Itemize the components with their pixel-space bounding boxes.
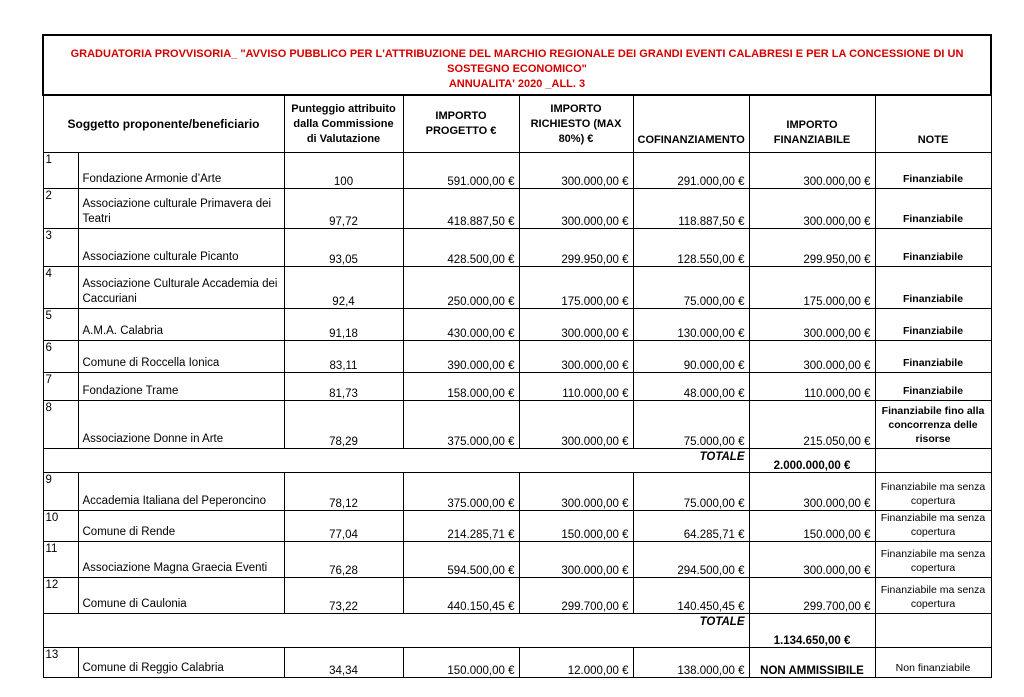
empty-cell (875, 614, 991, 648)
row-number: 10 (43, 511, 78, 542)
importo-finanziabile-cell: 110.000,00 € (749, 373, 875, 401)
header-importo-progetto: IMPORTO PROGETTO € (403, 95, 519, 153)
score-cell: 92,4 (284, 267, 403, 309)
score-cell: 78,12 (284, 473, 403, 511)
importo-progetto-cell: 390.000,00 € (403, 341, 519, 373)
row-number: 7 (43, 373, 78, 401)
importo-progetto-cell: 428.500,00 € (403, 229, 519, 267)
table-row (43, 542, 991, 578)
table-row (43, 648, 991, 678)
importo-finanziabile-cell: 299.700,00 € (749, 578, 875, 614)
total-value: 2.000.000,00 € (749, 449, 875, 473)
row-number: 6 (43, 341, 78, 373)
total-row (43, 614, 991, 648)
score-cell: 81,73 (284, 373, 403, 401)
importo-finanziabile-cell: 300.000,00 € (749, 153, 875, 189)
beneficiary-name: Comune di Roccella Ionica (78, 341, 284, 373)
importo-finanziabile-cell: 300.000,00 € (749, 473, 875, 511)
beneficiary-name: Fondazione Armonie d’Arte (78, 153, 284, 189)
header-punteggio: Punteggio attribuito dalla Commissione di Valutazione (284, 95, 403, 153)
beneficiary-name: Associazione Magna Graecia Eventi (78, 542, 284, 578)
title-line-1: GRADUATORIA PROVVISORIA_ "AVVISO PUBBLICO PER L'ATTRIBUZIONE DEL MARCHIO REGIONALE DEI GRANDI EVENTI CALABRESI E PER LA CONCESSIONE DI UN SOSTEGNO ECONOMICO" (70, 48, 964, 75)
importo-finanziabile-cell: 175.000,00 € (749, 267, 875, 309)
importo-progetto-cell: 214.285,71 € (403, 511, 519, 542)
table-row (43, 267, 991, 309)
row-number: 11 (43, 542, 78, 578)
importo-finanziabile-cell: 300.000,00 € (749, 189, 875, 229)
importo-progetto-cell: 440.150,45 € (403, 578, 519, 614)
importo-finanziabile-cell: 215.050,00 € (749, 401, 875, 449)
score-cell: 91,18 (284, 309, 403, 341)
importo-progetto-cell: 418.887,50 € (403, 189, 519, 229)
score-cell: 93,05 (284, 229, 403, 267)
score-cell: 83,11 (284, 341, 403, 373)
note-cell: Finanziabile (875, 309, 991, 341)
importo-progetto-cell: 250.000,00 € (403, 267, 519, 309)
total-label: TOTALE (43, 449, 749, 473)
cofinanziamento-cell: 140.450,45 € (633, 578, 749, 614)
cofinanziamento-cell: 75.000,00 € (633, 267, 749, 309)
beneficiary-name: Associazione Culturale Accademia dei Caccuriani (78, 267, 284, 309)
beneficiary-name: Associazione Donne in Arte (78, 401, 284, 449)
note-cell: Finanziabile ma senza copertura (875, 578, 991, 614)
importo-finanziabile-cell: 300.000,00 € (749, 542, 875, 578)
table-row (43, 511, 991, 542)
header-row (43, 95, 991, 153)
score-cell: 34,34 (284, 648, 403, 678)
score-cell: 77,04 (284, 511, 403, 542)
table-row (43, 341, 991, 373)
beneficiary-name: Comune di Rende (78, 511, 284, 542)
importo-progetto-cell: 158.000,00 € (403, 373, 519, 401)
row-number: 1 (43, 153, 78, 189)
importo-finanziabile-cell: 150.000,00 € (749, 511, 875, 542)
header-cofinanziamento: COFINANZIAMENTO (633, 95, 749, 153)
importo-finanziabile-cell: NON AMMISSIBILE (749, 648, 875, 678)
title-line-2: ANNUALITA' 2020 _ALL. 3 (448, 78, 586, 90)
beneficiary-name: Associazione culturale Picanto (78, 229, 284, 267)
cofinanziamento-cell: 294.500,00 € (633, 542, 749, 578)
row-number: 12 (43, 578, 78, 614)
total-label: TOTALE (43, 614, 749, 648)
table-row (43, 473, 991, 511)
beneficiary-name: Comune di Reggio Calabria (78, 648, 284, 678)
cofinanziamento-cell: 75.000,00 € (633, 401, 749, 449)
importo-richiesto-cell: 299.700,00 € (519, 578, 633, 614)
importo-progetto-cell: 375.000,00 € (403, 401, 519, 449)
importo-progetto-cell: 430.000,00 € (403, 309, 519, 341)
cofinanziamento-cell: 90.000,00 € (633, 341, 749, 373)
cofinanziamento-cell: 118.887,50 € (633, 189, 749, 229)
importo-finanziabile-cell: 300.000,00 € (749, 309, 875, 341)
note-cell: Finanziabile ma senza copertura (875, 511, 991, 542)
importo-finanziabile-cell: 300.000,00 € (749, 341, 875, 373)
importo-finanziabile-cell: 299.950,00 € (749, 229, 875, 267)
note-cell: Finanziabile (875, 373, 991, 401)
header-soggetto: Soggetto proponente/beneficiario (43, 95, 284, 153)
table-row (43, 309, 991, 341)
cofinanziamento-cell: 75.000,00 € (633, 473, 749, 511)
row-number: 3 (43, 229, 78, 267)
importo-richiesto-cell: 300.000,00 € (519, 542, 633, 578)
cofinanziamento-cell: 48.000,00 € (633, 373, 749, 401)
beneficiary-name: Accademia Italiana del Peperoncino (78, 473, 284, 511)
importo-richiesto-cell: 12.000,00 € (519, 648, 633, 678)
row-number: 5 (43, 309, 78, 341)
table-row (43, 229, 991, 267)
score-cell: 78,29 (284, 401, 403, 449)
total-row (43, 449, 991, 473)
ranking-document (42, 34, 990, 678)
empty-cell (875, 449, 991, 473)
importo-richiesto-cell: 299.950,00 € (519, 229, 633, 267)
row-number: 2 (43, 189, 78, 229)
table-row (43, 189, 991, 229)
score-cell: 97,72 (284, 189, 403, 229)
table-row (43, 578, 991, 614)
cofinanziamento-cell: 64.285,71 € (633, 511, 749, 542)
note-cell: Finanziabile (875, 267, 991, 309)
row-number: 8 (43, 401, 78, 449)
note-cell: Finanziabile ma senza copertura (875, 473, 991, 511)
importo-richiesto-cell: 150.000,00 € (519, 511, 633, 542)
score-cell: 73,22 (284, 578, 403, 614)
note-cell: Finanziabile (875, 341, 991, 373)
ranking-table (42, 34, 992, 678)
cofinanziamento-cell: 128.550,00 € (633, 229, 749, 267)
note-cell: Finanziabile ma senza copertura (875, 542, 991, 578)
importo-richiesto-cell: 300.000,00 € (519, 473, 633, 511)
importo-richiesto-cell: 300.000,00 € (519, 401, 633, 449)
title-row (43, 35, 991, 95)
note-cell: Finanziabile (875, 153, 991, 189)
importo-progetto-cell: 594.500,00 € (403, 542, 519, 578)
header-note: NOTE (875, 95, 991, 153)
beneficiary-name: Associazione culturale Primavera dei Teatri (78, 189, 284, 229)
importo-richiesto-cell: 110.000,00 € (519, 373, 633, 401)
row-number: 9 (43, 473, 78, 511)
note-cell: Finanziabile fino alla concorrenza delle risorse (875, 401, 991, 449)
row-number: 13 (43, 648, 78, 678)
note-cell: Non finanziabile (875, 648, 991, 678)
beneficiary-name: Fondazione Trame (78, 373, 284, 401)
table-row (43, 401, 991, 449)
note-cell: Finanziabile (875, 189, 991, 229)
table-row (43, 153, 991, 189)
importo-richiesto-cell: 300.000,00 € (519, 153, 633, 189)
importo-progetto-cell: 375.000,00 € (403, 473, 519, 511)
importo-richiesto-cell: 300.000,00 € (519, 189, 633, 229)
importo-richiesto-cell: 300.000,00 € (519, 341, 633, 373)
score-cell: 100 (284, 153, 403, 189)
cofinanziamento-cell: 130.000,00 € (633, 309, 749, 341)
importo-progetto-cell: 591.000,00 € (403, 153, 519, 189)
cofinanziamento-cell: 138.000,00 € (633, 648, 749, 678)
importo-richiesto-cell: 175.000,00 € (519, 267, 633, 309)
table-row (43, 373, 991, 401)
header-importo-finanziabile: IMPORTO FINANZIABILE (749, 95, 875, 153)
cofinanziamento-cell: 291.000,00 € (633, 153, 749, 189)
importo-progetto-cell: 150.000,00 € (403, 648, 519, 678)
importo-richiesto-cell: 300.000,00 € (519, 309, 633, 341)
beneficiary-name: Comune di Caulonia (78, 578, 284, 614)
header-importo-richiesto: IMPORTO RICHIESTO (MAX 80%) € (519, 95, 633, 153)
row-number: 4 (43, 267, 78, 309)
document-title (43, 35, 991, 95)
beneficiary-name: A.M.A. Calabria (78, 309, 284, 341)
score-cell: 76,28 (284, 542, 403, 578)
note-cell: Finanziabile (875, 229, 991, 267)
total-value: 1.134.650,00 € (749, 614, 875, 648)
